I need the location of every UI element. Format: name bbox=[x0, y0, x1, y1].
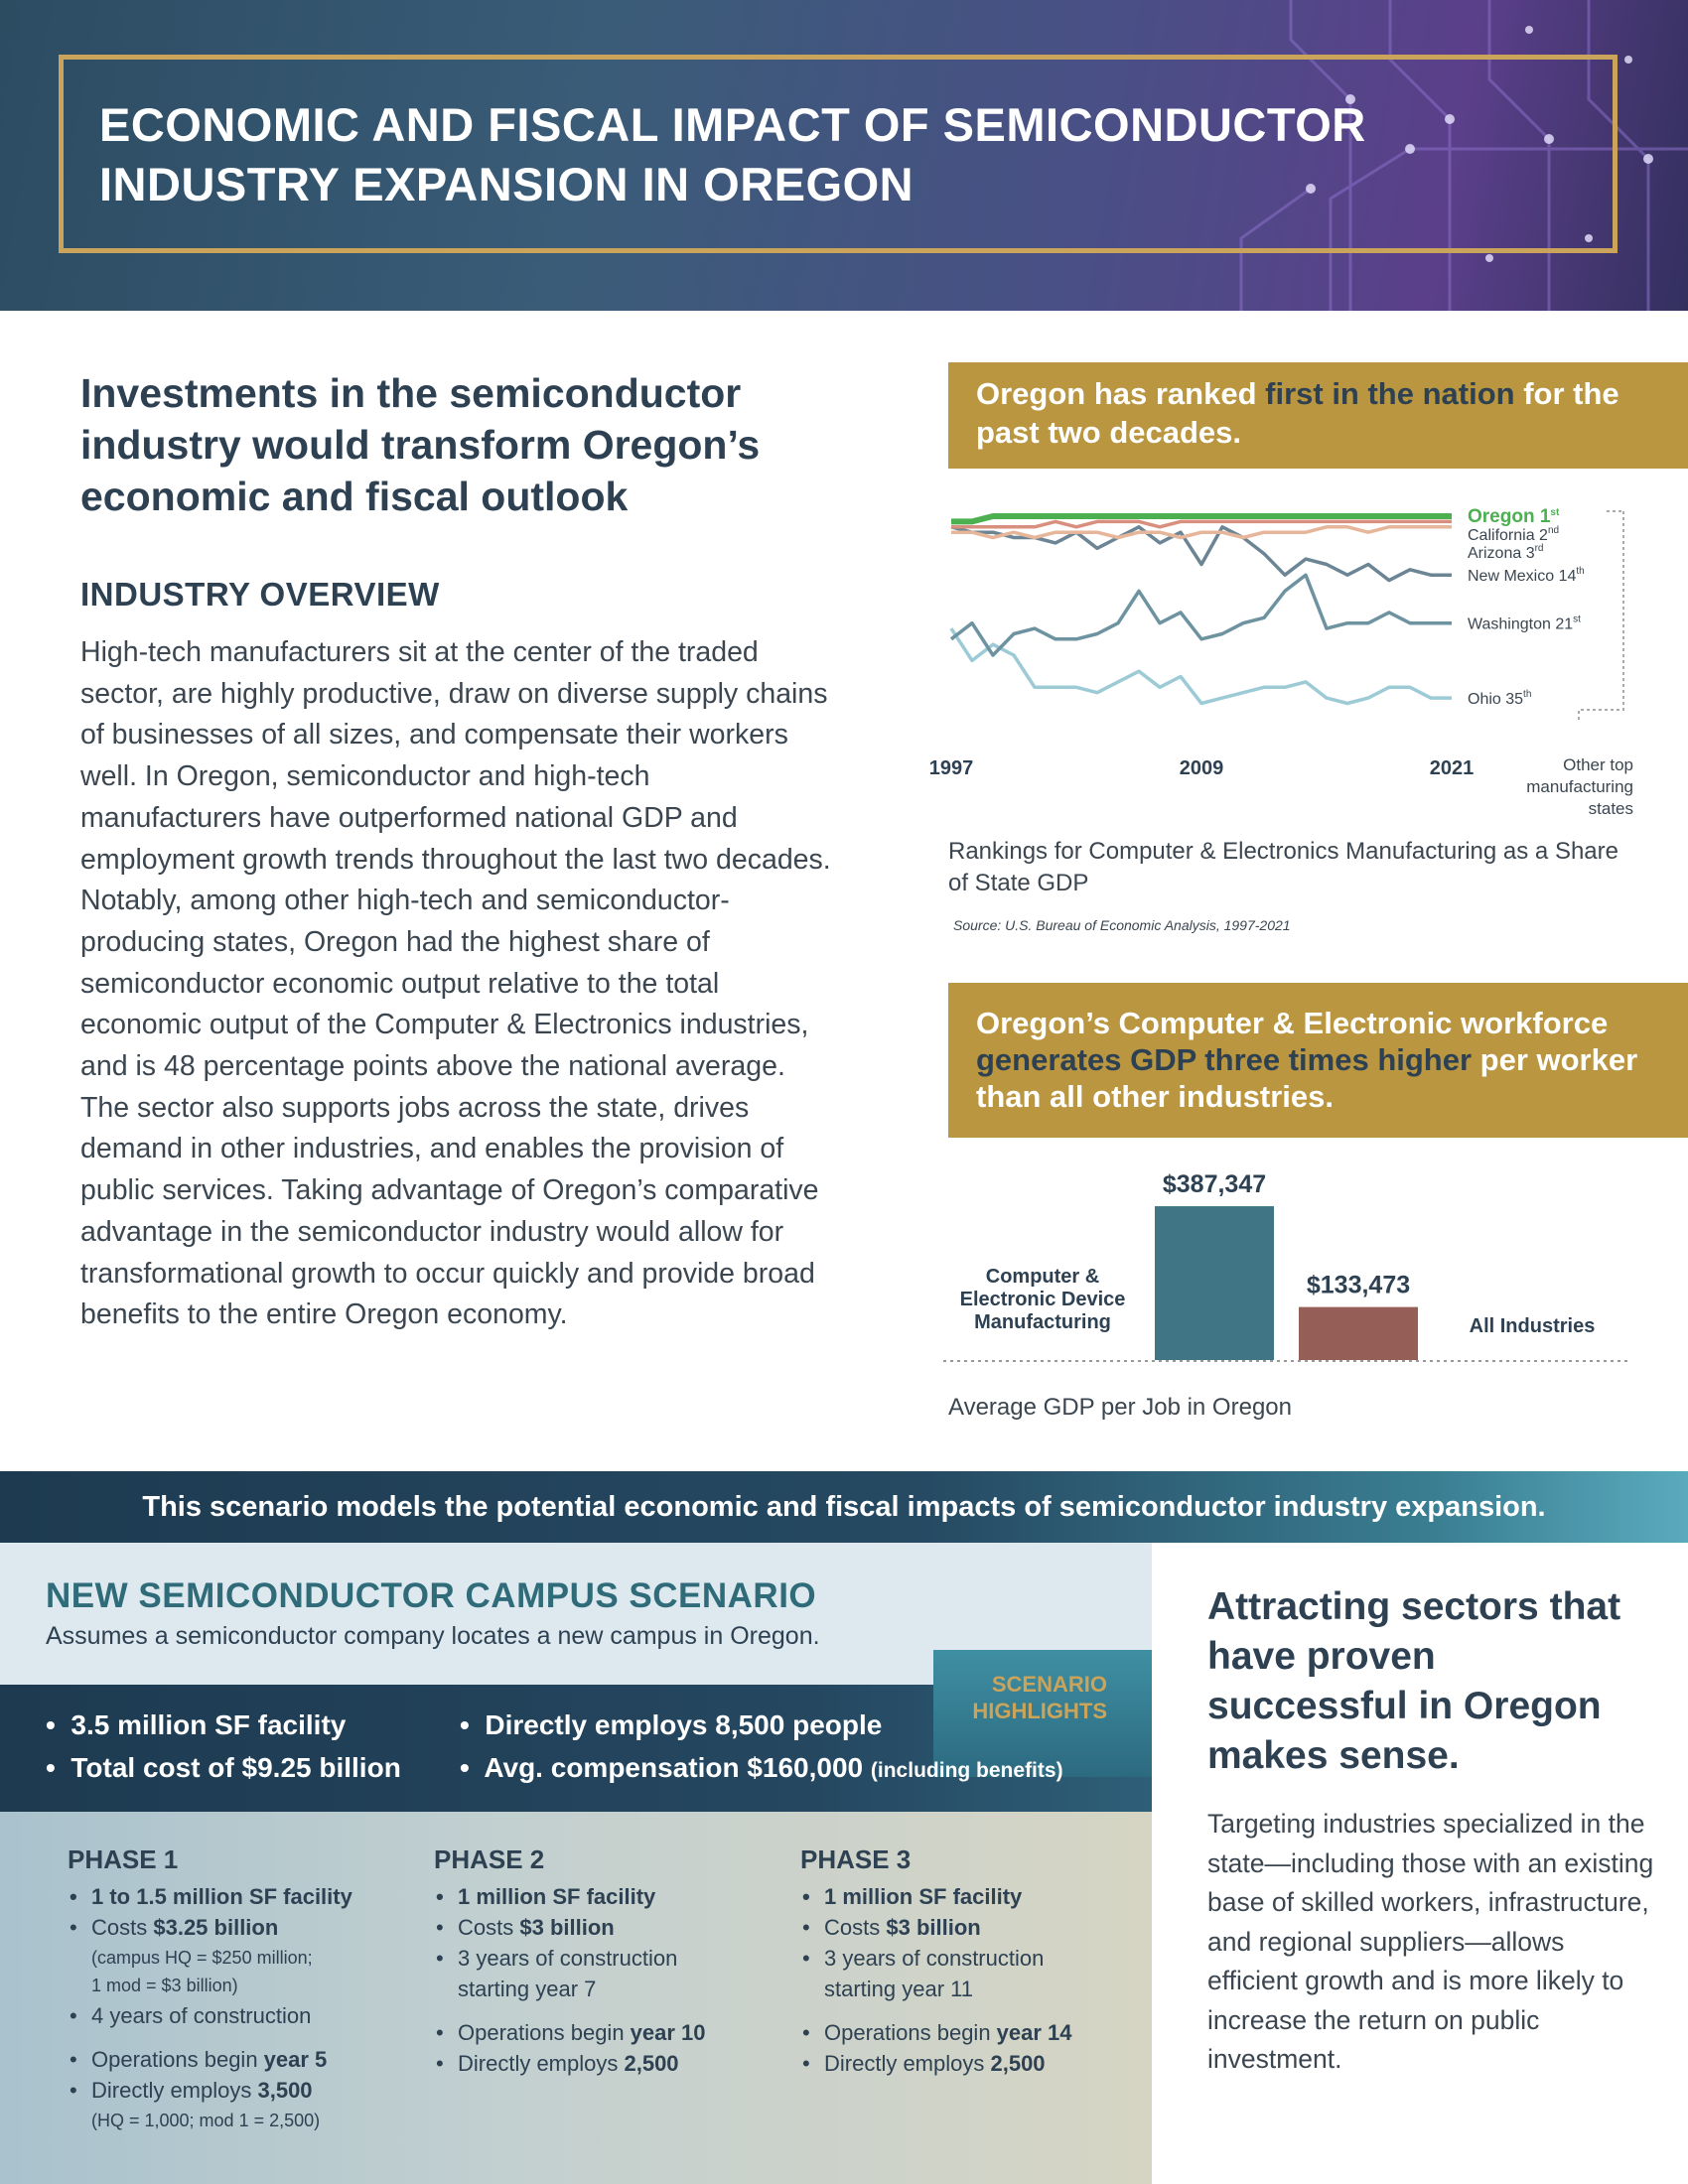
scenario-banner: This scenario models the potential economic and fiscal impacts of semiconductor industry expansion. bbox=[0, 1471, 1688, 1543]
bar-category-label-1: Computer & Electronic Device Manufacturing bbox=[959, 1266, 1126, 1333]
ranking-callout-text-1: Oregon has ranked bbox=[976, 376, 1266, 411]
gdp-callout bbox=[948, 983, 1688, 1138]
bar-category-label-2: All Industries bbox=[1469, 1315, 1596, 1337]
phase-3-title: PHASE 3 bbox=[800, 1844, 912, 1874]
gdp-callout-text-2: per worker than all other industries. bbox=[976, 1042, 1638, 1114]
series-label-arizona: Arizona 3rd bbox=[1468, 543, 1544, 562]
phase-2-cost bbox=[434, 1912, 772, 1943]
phase-1-emp-note: (HQ = 1,000; mod 1 = 2,500) bbox=[91, 2111, 321, 2130]
phase-1-employs bbox=[68, 2075, 405, 2135]
phase-1-cost-value: $3.25 billion bbox=[153, 1915, 279, 1940]
phase-2-ops-value: year 10 bbox=[630, 2020, 706, 2045]
phase-1-cost bbox=[68, 1912, 405, 2000]
highlight-cost: • Total cost of $9.25 billion bbox=[46, 1752, 401, 1783]
highlight-employs: • Directly employs 8,500 people bbox=[460, 1709, 883, 1740]
x-tick-2009: 2009 bbox=[1179, 757, 1224, 779]
phase-2-emp-label: Directly employs bbox=[458, 2051, 625, 2076]
ranking-callout-text-2: for the past two decades. bbox=[976, 376, 1619, 450]
phase-3-operations bbox=[800, 2017, 1138, 2048]
phase-3-ops-label: Operations begin bbox=[824, 2020, 997, 2045]
series-label-washington: Washington 21st bbox=[1468, 614, 1581, 633]
phase-2-ops-label: Operations begin bbox=[458, 2020, 631, 2045]
phase-2-construction-2: starting year 7 bbox=[458, 1977, 597, 2001]
bar-value-label-1: $387,347 bbox=[1162, 1170, 1267, 1199]
highlights-label-line-1: SCENARIO bbox=[991, 1672, 1107, 1697]
phase-1 bbox=[68, 1844, 405, 2135]
bar-computer-electronic bbox=[1155, 1206, 1274, 1360]
phase-3-facility: • 1 million SF facility bbox=[800, 1881, 1138, 1912]
phase-1-cost-label: Costs bbox=[91, 1915, 154, 1940]
phase-3-cost-value: $3 billion bbox=[886, 1915, 981, 1940]
phase-1-facility: • 1 to 1.5 million SF facility bbox=[68, 1881, 405, 1912]
phase-1-ops-label: Operations begin bbox=[91, 2047, 264, 2072]
phase-1-emp-label: Directly employs bbox=[91, 2078, 258, 2103]
line-chart-source: Source: U.S. Bureau of Economic Analysis, 1997-2021 bbox=[953, 917, 1291, 933]
highlight-facility: • 3.5 million SF facility bbox=[46, 1709, 347, 1740]
phase-2-construction-1: 3 years of construction bbox=[458, 1946, 678, 1971]
sidebar-body: Targeting industries specialized in the state—including those with an existing base of skilled workers, infrastructure, and regional suppliers—allows efficient growth and is more likely to increase the return on public investment. bbox=[1207, 1809, 1654, 2074]
highlights-label-line-2: HIGHLIGHTS bbox=[972, 1699, 1107, 1723]
bar-value-label-2: $133,473 bbox=[1306, 1271, 1411, 1299]
phase-2-title: PHASE 2 bbox=[434, 1844, 545, 1874]
x-tick-2021: 2021 bbox=[1429, 757, 1475, 779]
page-title-line-2: INDUSTRY EXPANSION IN OREGON bbox=[99, 158, 914, 210]
line-series-washington bbox=[951, 575, 1452, 655]
highlight-cost-text: Total cost of $9.25 billion bbox=[70, 1752, 401, 1783]
phase-3-cost bbox=[800, 1912, 1138, 1943]
x-tick-1997: 1997 bbox=[928, 757, 974, 779]
lead-headline: Investments in the semiconductor industry would transform Oregon’s economic and fiscal outlook bbox=[80, 370, 761, 519]
highlight-comp-note: (including benefits) bbox=[870, 1759, 1063, 1782]
phase-3-construction bbox=[800, 1943, 1138, 2004]
line-series-california bbox=[951, 521, 1452, 526]
phase-1-operations bbox=[68, 2044, 405, 2075]
highlight-facility-text: 3.5 million SF facility bbox=[70, 1709, 347, 1740]
phase-1-construction: • 4 years of construction bbox=[68, 2000, 405, 2031]
phase-1-emp-value: 3,500 bbox=[257, 2078, 313, 2103]
phase-2-employs bbox=[434, 2048, 772, 2079]
header-banner bbox=[0, 0, 1688, 311]
highlights-label bbox=[933, 1671, 1107, 1724]
phase-3-employs bbox=[800, 2048, 1138, 2079]
highlight-comp-text: Avg. compensation $160,000 bbox=[484, 1752, 864, 1783]
series-label-ohio: Ohio 35th bbox=[1468, 689, 1532, 709]
bar-chart-title: Average GDP per Job in Oregon bbox=[948, 1394, 1292, 1421]
phase-3-construction-1: 3 years of construction bbox=[824, 1946, 1045, 1971]
phase-1-cost-note-1: (campus HQ = $250 million; bbox=[91, 1948, 313, 1968]
bracket-label-line-1: Other top bbox=[1563, 755, 1633, 774]
scenario-title: NEW SEMICONDUCTOR CAMPUS SCENARIO bbox=[46, 1576, 817, 1615]
sidebar-heading: Attracting sectors that have proven successful in Oregon makes sense. bbox=[1207, 1585, 1621, 1777]
phase-2 bbox=[434, 1844, 772, 2079]
overview-body: High-tech manufacturers sit at the center of the traded sector, are highly productive, draw on diverse supply chains of businesses of all sizes, and compensate their workers well. In Oregon, semiconductor and high-tech manufacturers have outperformed national GDP and employment growth trends throughout the last two decades. Notably, among other high-tech and semiconductor-producing states, Oregon had the highest share of semiconductor economic output relative to the total economic output of the Computer & Electronics industries, and is 48 percentage points above the national average. The sector also supports jobs across the state, drives demand in other industries, and enables the provision of public services. Taking advantage of Oregon’s comparative advantage in the semiconductor industry would allow for transformational growth to occur quickly and provide broad benefits to the entire Oregon economy. bbox=[80, 636, 831, 1331]
gdp-callout-text-1: Oregon’s Computer & Electronic workforce bbox=[976, 1006, 1609, 1040]
phase-1-cost-note-2: 1 mod = $3 billion) bbox=[91, 1976, 238, 1995]
line-chart-title: Rankings for Computer & Electronics Manufacturing as a Share of State GDP bbox=[948, 838, 1618, 896]
ranking-callout bbox=[948, 362, 1688, 469]
gdp-callout-highlight: generates GDP three times higher bbox=[976, 1042, 1473, 1077]
phase-3-cost-label: Costs bbox=[824, 1915, 887, 1940]
phase-1-title: PHASE 1 bbox=[68, 1844, 179, 1874]
page-title-line-1: ECONOMIC AND FISCAL IMPACT OF SEMICONDUCTOR bbox=[99, 98, 1366, 151]
series-label-oregon: Oregon 1st bbox=[1468, 506, 1560, 527]
gdp-bar-chart bbox=[943, 1161, 1638, 1370]
bar-all-industries bbox=[1299, 1307, 1418, 1360]
phase-2-facility: • 1 million SF facility bbox=[434, 1881, 772, 1912]
phase-2-emp-value: 2,500 bbox=[624, 2051, 679, 2076]
phase-3 bbox=[800, 1844, 1138, 2079]
ranking-line-chart bbox=[928, 486, 1658, 829]
phase-2-cost-value: $3 billion bbox=[519, 1915, 615, 1940]
ranking-callout-highlight: first in the nation bbox=[1265, 376, 1515, 411]
highlight-compensation: • Avg. compensation $160,000 (including benefits) bbox=[460, 1752, 1063, 1783]
overview-title: INDUSTRY OVERVIEW bbox=[80, 576, 440, 613]
bracket-label-line-3: states bbox=[1588, 799, 1633, 818]
phase-3-emp-value: 2,500 bbox=[990, 2051, 1046, 2076]
phase-2-cost-label: Costs bbox=[458, 1915, 520, 1940]
highlight-employs-text: Directly employs 8,500 people bbox=[485, 1709, 883, 1740]
phase-3-emp-label: Directly employs bbox=[824, 2051, 991, 2076]
phase-3-ops-value: year 14 bbox=[996, 2020, 1072, 2045]
phase-2-construction bbox=[434, 1943, 772, 2004]
series-label-california: California 2nd bbox=[1468, 525, 1560, 544]
phase-2-operations bbox=[434, 2017, 772, 2048]
other-states-bracket bbox=[1579, 511, 1623, 723]
bracket-label-line-2: manufacturing bbox=[1526, 777, 1633, 796]
phase-1-ops-value: year 5 bbox=[263, 2047, 328, 2072]
page-title bbox=[99, 95, 1440, 214]
series-label-new-mexico: New Mexico 14th bbox=[1468, 566, 1585, 586]
phase-3-construction-2: starting year 11 bbox=[824, 1977, 974, 2001]
scenario-subtitle: Assumes a semiconductor company locates a new campus in Oregon. bbox=[46, 1622, 820, 1650]
